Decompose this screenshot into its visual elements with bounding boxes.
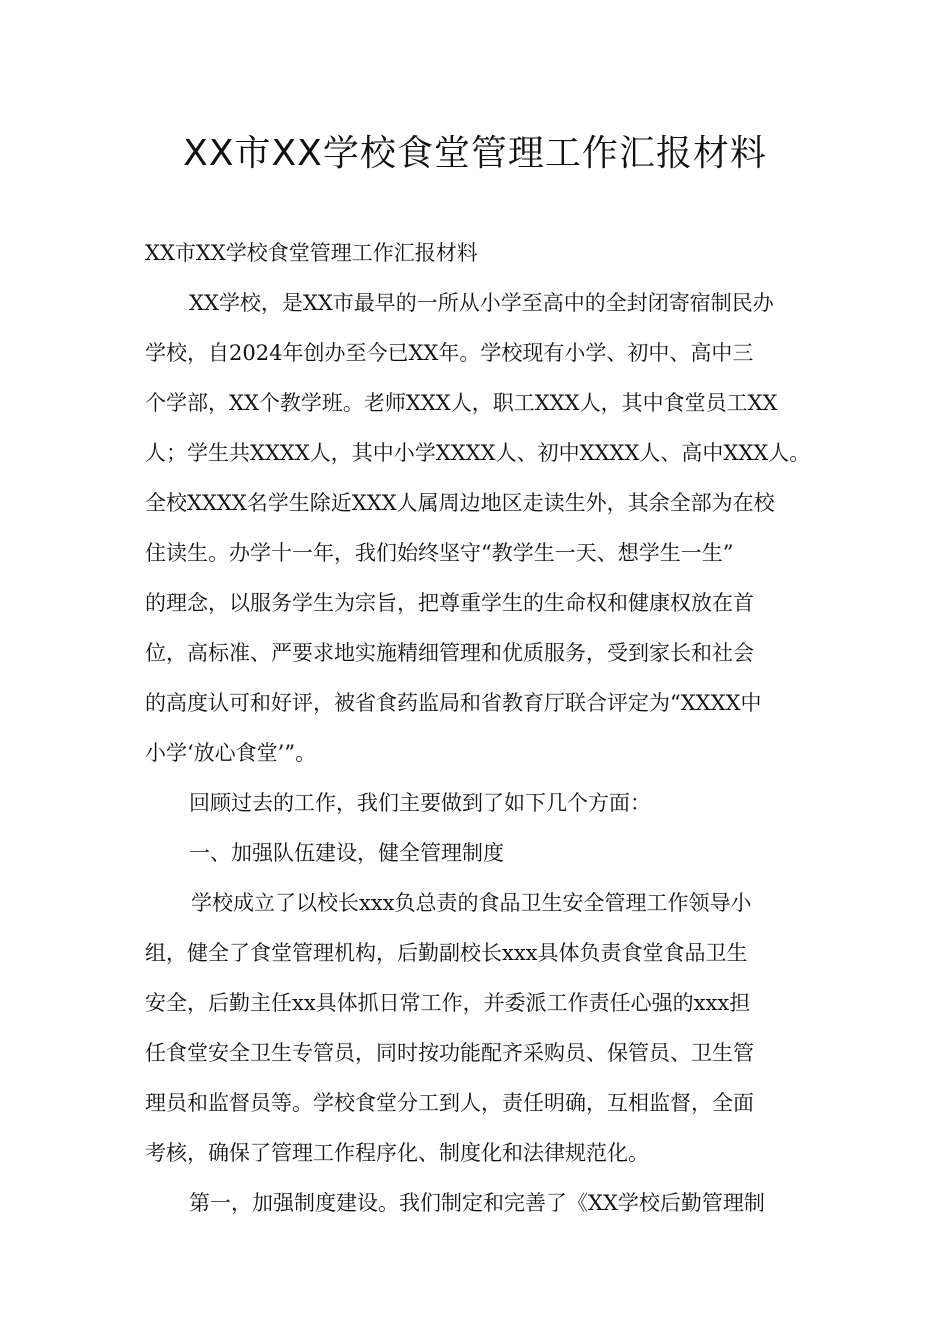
paragraph-line: 理员和监督员等。学校食堂分工到人，责任明确，互相监督，全面 (145, 1091, 754, 1115)
document-title: XX市XX学校食堂管理工作汇报材料 (183, 133, 767, 174)
subtitle-line: XX市XX学校食堂管理工作汇报材料 (145, 241, 478, 265)
paragraph-line: 住读生。办学十一年，我们始终坚守“教学生一天、想学生一生” (145, 541, 734, 565)
paragraph-line: 考核，确保了管理工作程序化、制度化和法律规范化。 (145, 1141, 649, 1165)
paragraph-line: 学校，自2024年创办至今已XX年。学校现有小学、初中、高中三 (145, 341, 754, 365)
paragraph-line: 位，高标准、严要求地实施精细管理和优质服务，受到家长和社会 (145, 641, 754, 665)
paragraph-line: 人；学生共XXXX人，其中小学XXXX人、初中XXXX人、高中XXX人。 (145, 441, 811, 465)
document-body (145, 228, 809, 1228)
section-heading: 一、加强队伍建设，健全管理制度 (189, 841, 504, 865)
paragraph-line: XX学校，是XX市最早的一所从小学至高中的全封闭寄宿制民办 (189, 291, 774, 315)
paragraph-line: 的高度认可和好评，被省食药监局和省教育厅联合评定为“XXXX中 (145, 691, 762, 715)
paragraph-line: 回顾过去的工作，我们主要做到了如下几个方面： (189, 791, 651, 815)
paragraph-line: 学校成立了以校长xxx负总责的食品卫生安全管理工作领导小 (191, 891, 752, 915)
paragraph-line: 小学‘放心食堂’”。 (145, 741, 317, 765)
paragraph-line: 全校XXXX名学生除近XXX人属周边地区走读生外，其余全部为在校 (145, 491, 775, 515)
paragraph-line: 第一，加强制度建设。我们制定和完善了《XX学校后勤管理制 (189, 1191, 765, 1215)
paragraph-line: 任食堂安全卫生专管员，同时按功能配齐采购员、保管员、卫生管 (145, 1041, 754, 1065)
paragraph-line: 安全，后勤主任xx具体抓日常工作，并委派工作责任心强的xxx担 (145, 991, 751, 1015)
paragraph-line: 的理念，以服务学生为宗旨，把尊重学生的生命权和健康权放在首 (145, 591, 754, 615)
paragraph-line: 个学部，XX个教学班。老师XXX人，职工XXX人，其中食堂员工XX (145, 391, 778, 415)
paragraph-line: 组，健全了食堂管理机构，后勤副校长xxx具体负责食堂食品卫生 (145, 941, 748, 965)
